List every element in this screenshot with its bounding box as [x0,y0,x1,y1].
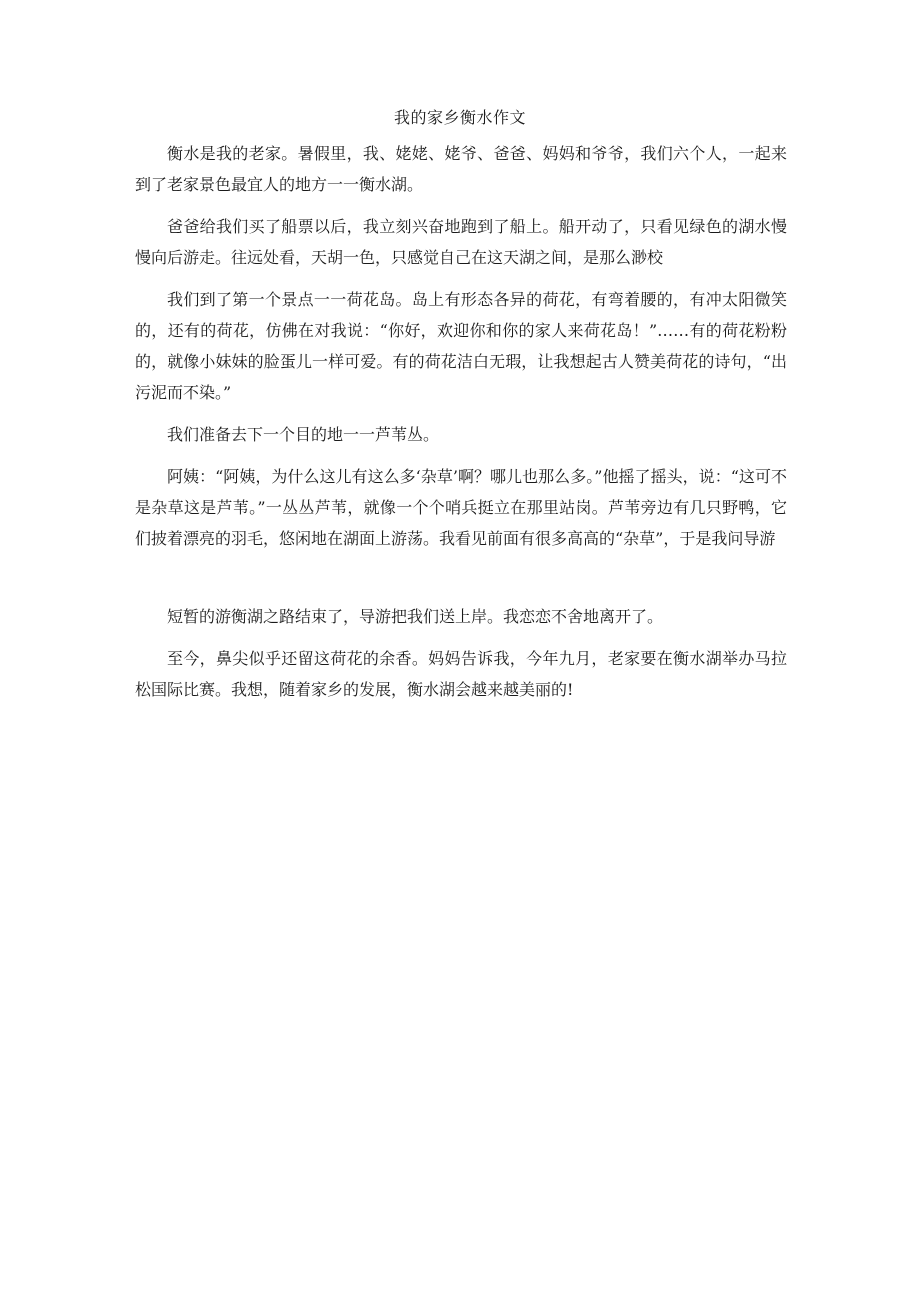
paragraph-boat: 爸爸给我们买了船票以后，我立刻兴奋地跑到了船上。船开动了，只看见绿色的湖水慢慢向后游走。往远处看，天胡一色，只感觉自己在这天湖之间，是那么渺校 [135,217,787,267]
paragraph-reeds: 阿姨：“阿姨，为什么这儿有这么多‘杂草’啊？哪儿也那么多。”他摇了摇头，说：“这可不是杂草这是芦苇。”一丛丛芦苇，就像一个个哨兵挺立在那里站岗。芦苇旁边有几只野鸭，它们披着漂亮的羽毛，悠闲地在湖面上游荡。我看见前面有很多高高的“杂草”，于是我问导游 [135,467,787,548]
paragraph-next-destination: 我们准备去下一个目的地一一芦苇丛。 [167,425,440,444]
document-body [135,138,787,716]
document-title: 我的家乡衡水作文 [393,108,526,127]
paragraph-conclusion: 至今，鼻尖似乎还留这荷花的余香。妈妈告诉我，今年九月，老家要在衡水湖举办马拉松国际比赛。我想，随着家乡的发展，衡水湖会越来越美丽的! [135,649,787,699]
paragraph-lotus-island: 我们到了第一个景点一一荷花岛。岛上有形态各异的荷花，有弯着腰的，有冲太阳微笑的，还有的荷花，仿佛在对我说：“你好，欢迎你和你的家人来荷花岛！”……有的荷花粉粉的，就像小妹妹的脸蛋儿一样可爱。有的荷花洁白无瑕，让我想起古人赞美荷花的诗句，“出污泥而不染。” [135,290,787,402]
paragraph-trip-end: 短暂的游衡湖之路结束了，导游把我们送上岸。我恋恋不舍地离开了。 [167,607,664,626]
paragraph-gap [135,565,787,601]
paragraph-intro: 衡水是我的老家。暑假里，我、姥姥、姥爷、爸爸、妈妈和爷爷，我们六个人，一起来到了老家景色最宜人的地方一一衡水湖。 [135,144,787,194]
